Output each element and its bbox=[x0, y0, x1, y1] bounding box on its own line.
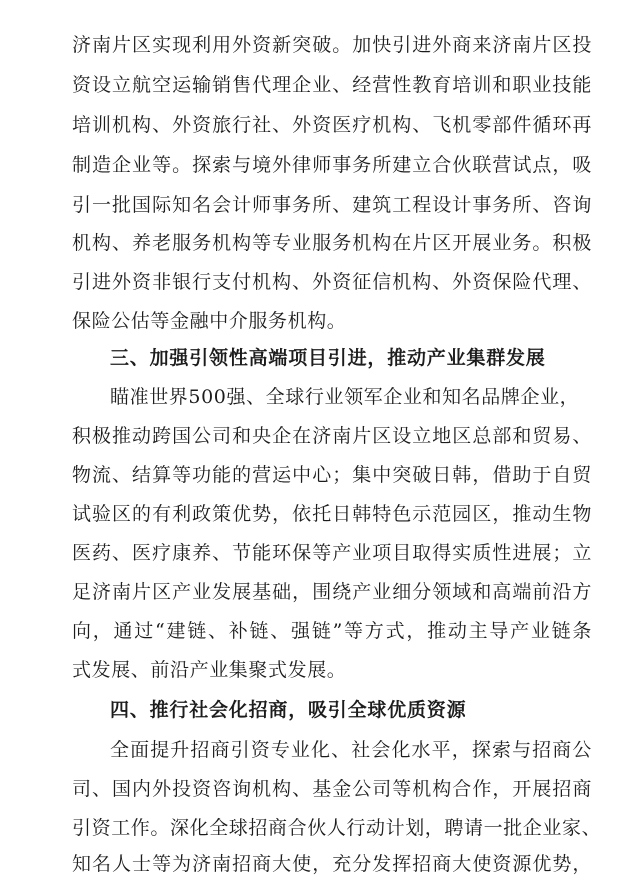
paragraph-line: 足济南片区产业发展基础，围绕产业细分领域和高端前沿方 bbox=[72, 581, 592, 603]
paragraph-line: 机构、养老服务机构等专业服务机构在片区开展业务。积极 bbox=[72, 232, 592, 254]
paragraph-line: 式发展、前沿产业集聚式发展。 bbox=[72, 659, 347, 681]
paragraph-line: 引进外资非银行支付机构、外资征信机构、外资保险代理、 bbox=[72, 271, 592, 293]
paragraph-line: 培训机构、外资旅行社、外资医疗机构、飞机零部件循环再 bbox=[72, 114, 592, 136]
paragraph-line: 制造企业等。探索与境外律师事务所建立合伙联营试点，吸 bbox=[72, 154, 592, 176]
paragraph-line: 医药、医疗康养、节能环保等产业项目取得实质性进展；立 bbox=[72, 542, 592, 564]
paragraph-line: 资设立航空运输销售代理企业、经营性教育培训和职业技能 bbox=[72, 74, 592, 96]
paragraph-line: 引一批国际知名会计师事务所、建筑工程设计事务所、咨询 bbox=[72, 194, 592, 216]
paragraph-line: 向，通过“建链、补链、强链”等方式，推动主导产业链条 bbox=[72, 620, 592, 642]
paragraph-line: 全面提升招商引资专业化、社会化水平，探索与招商公 bbox=[110, 739, 592, 761]
section-heading: 三、加强引领性高端项目引进，推动产业集群发展 bbox=[110, 347, 546, 369]
paragraph-line: 试验区的有利政策优势，依托日韩特色示范园区，推动生物 bbox=[72, 503, 592, 525]
paragraph-line: 积极推动跨国公司和央企在济南片区设立地区总部和贸易、 bbox=[72, 425, 592, 447]
paragraph-line: 引资工作。深化全球招商合伙人行动计划，聘请一批企业家、 bbox=[72, 817, 602, 839]
paragraph-line: 物流、结算等功能的营运中心；集中突破日韩，借助于自贸 bbox=[72, 464, 592, 486]
section-heading: 四、推行社会化招商，吸引全球优质资源 bbox=[110, 699, 467, 721]
paragraph-line: 知名人士等为济南招商大使，充分发挥招商大使资源优势， bbox=[72, 853, 592, 875]
paragraph-line: 济南片区实现利用外资新突破。加快引进外商来济南片区投 bbox=[72, 34, 592, 56]
paragraph-line: 瞄准世界500强、全球行业领军企业和知名品牌企业， bbox=[110, 386, 580, 408]
paragraph-line: 保险公估等金融中介服务机构。 bbox=[72, 310, 347, 332]
paragraph-line: 司、国内外投资咨询机构、基金公司等机构合作，开展招商 bbox=[72, 778, 592, 800]
